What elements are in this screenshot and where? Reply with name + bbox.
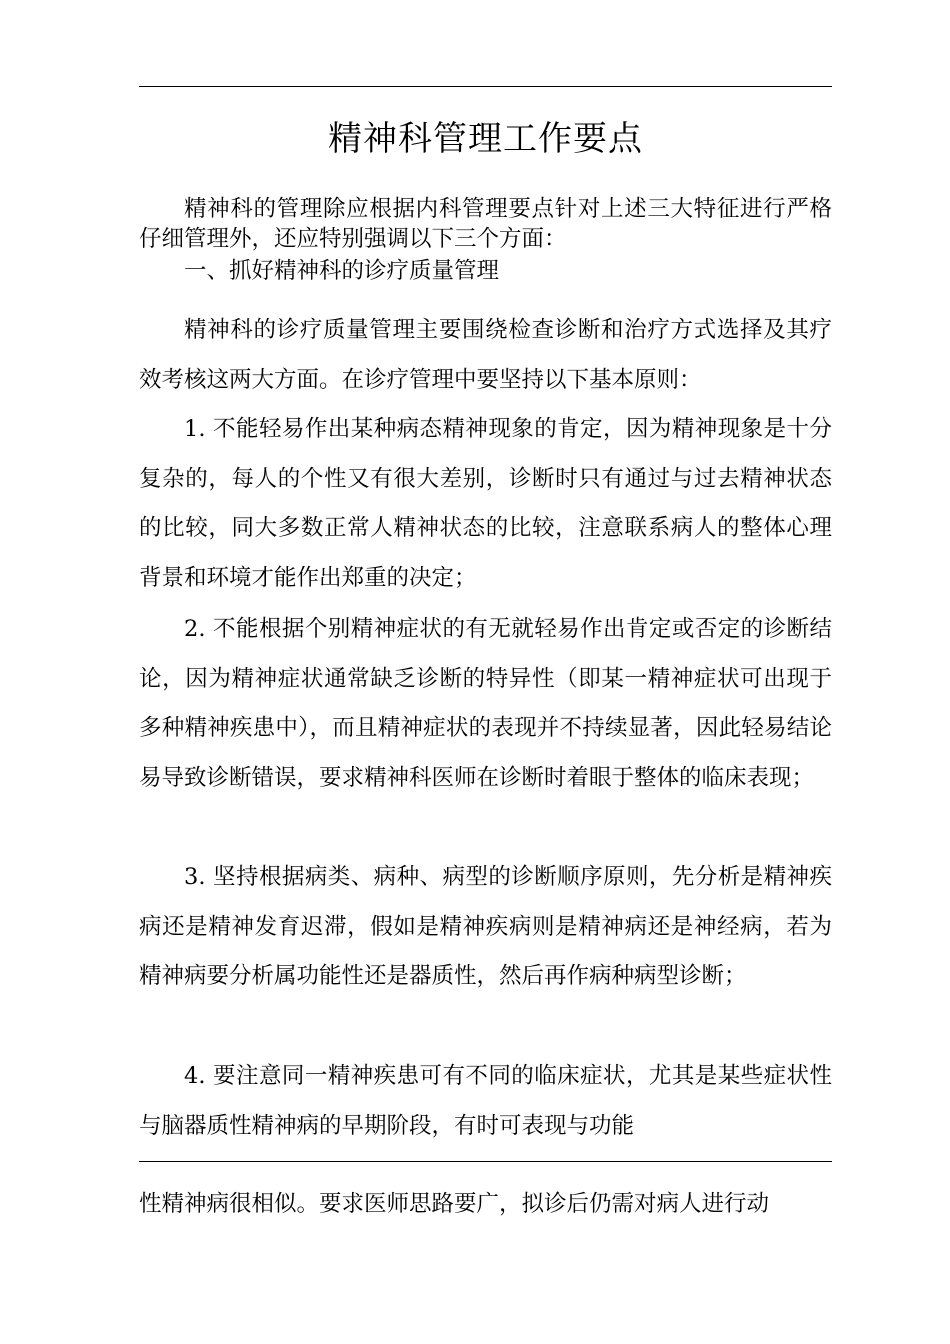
principle-item-3: 3. 坚持根据病类、病种、病型的诊断顺序原则，先分析是精神疾病还是精神发育迟滞，假如是精神疾病则是精神病还是神经病，若为精神病要分析属功能性还是器质性，然后再作病种病型诊断； [139, 864, 832, 989]
principle-item-2: 2. 不能根据个别精神症状的有无就轻易作出肯定或否定的诊断结论，因为精神症状通常缺乏诊断的特异性（即某一精神症状可出现于多种精神疾患中），而且精神症状的表现并不持续显著，因此轻易结论易导致诊断错误，要求精神科医师在诊断时着眼于整体的临床表现； [139, 616, 832, 791]
principle-item-4: 4. 要注意同一精神疾患可有不同的临床症状，尤其是某些症状性与脑器质性精神病的早期阶段，有时可表现与功能 [139, 1063, 832, 1139]
paragraph-intro: 精神科的管理除应根据内科管理要点针对上述三大特征进行严格仔细管理外，还应特别强调以下三个方面： [139, 196, 832, 252]
principle-item-1: 1. 不能轻易作出某种病态精神现象的肯定，因为精神现象是十分复杂的，每人的个性又有很大差别，诊断时只有通过与过去精神状态的比较，同大多数正常人精神状态的比较，注意联系病人的整体心理背景和环境才能作出郑重的决定； [139, 416, 832, 591]
page-top-rule [139, 86, 832, 87]
paragraph-description: 精神科的诊疗质量管理主要围绕检查诊断和治疗方式选择及其疗效考核这两大方面。在诊疗管理中要坚持以下基本原则： [139, 317, 832, 393]
page-break-rule [139, 1161, 832, 1162]
section-heading-1: 一、抓好精神科的诊疗质量管理 [184, 258, 500, 284]
document-title: 精神科管理工作要点 [328, 119, 643, 159]
next-page-continuation: 性精神病很相似。要求医师思路要广，拟诊后仍需对病人进行动 [139, 1191, 770, 1217]
